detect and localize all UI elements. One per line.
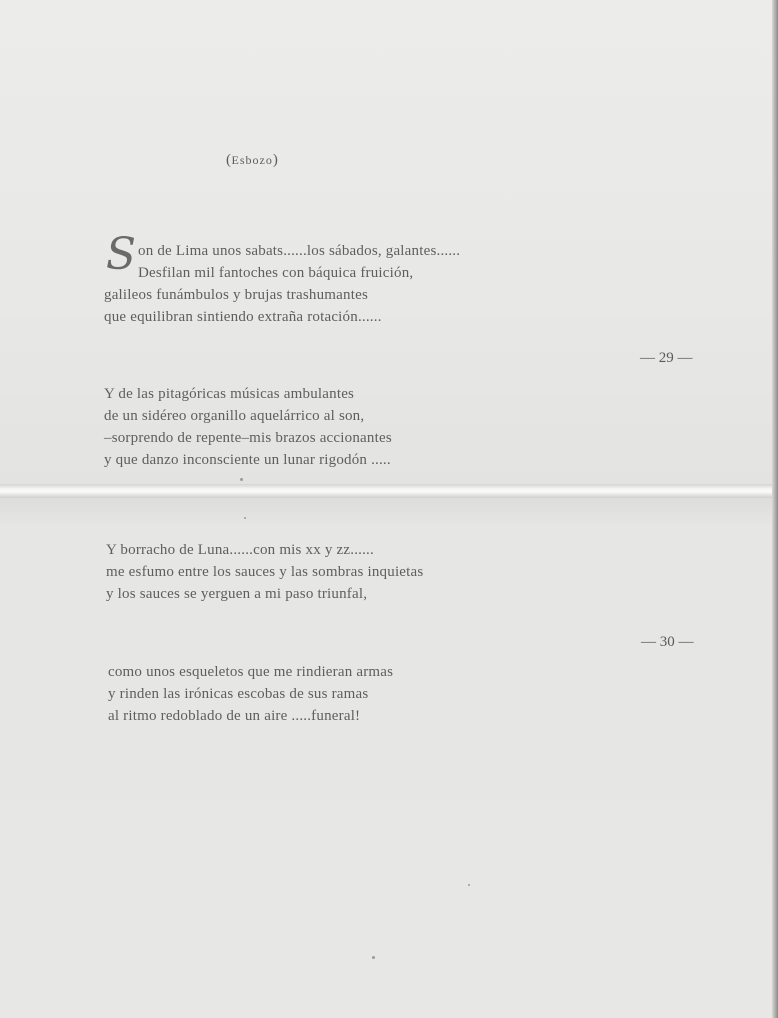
verse-line: y los sauces se yerguen a mi paso triunfal, (106, 586, 368, 602)
page-number-30: — 30 — (641, 634, 694, 650)
verse-line: y que danzo inconsciente un lunar rigodón ..... (104, 452, 391, 468)
verse-line: on de Lima unos sabats......los sábados, galantes...... (138, 243, 461, 259)
heading-title: Esbozo (231, 153, 273, 167)
verse-line: al ritmo redoblado de un aire .....funeral! (108, 708, 361, 724)
poem-heading: (Esbozo) (226, 152, 279, 168)
drop-cap-initial: S (105, 229, 137, 280)
verse-line: como unos esqueletos que me rindieran armas (108, 664, 394, 680)
stanza-1 (104, 240, 460, 328)
verse-line: Y borracho de Luna......con mis xx y zz...... (106, 542, 374, 558)
paper-speck (468, 884, 470, 886)
verse-line: Y de las pitagóricas músicas ambulantes (104, 386, 355, 402)
paper-speck (372, 956, 375, 959)
stanza-3 (106, 539, 423, 605)
verse-line: me esfumo entre los sauces y las sombras inquietas (106, 564, 424, 580)
stanza-2 (104, 383, 392, 471)
verse-line: que equilibran sintiendo extraña rotación...... (104, 309, 382, 325)
verse-line: galileos funámbulos y brujas trashumantes (104, 287, 368, 303)
verse-line: y rinden las irónicas escobas de sus ramas (108, 686, 369, 702)
page-fold (0, 484, 778, 498)
paper-speck (240, 478, 243, 481)
verse-line: Desfilan mil fantoches con báquica fruición, (138, 265, 414, 281)
book-edge (772, 0, 778, 1018)
paper-speck (244, 517, 246, 519)
verse-line: de un sidéreo organillo aquelárrico al son, (104, 408, 365, 424)
stanza-4 (108, 661, 393, 727)
verse-line: –sorprendo de repente–mis brazos accionantes (104, 430, 392, 446)
page-number-29: — 29 — (640, 350, 693, 366)
